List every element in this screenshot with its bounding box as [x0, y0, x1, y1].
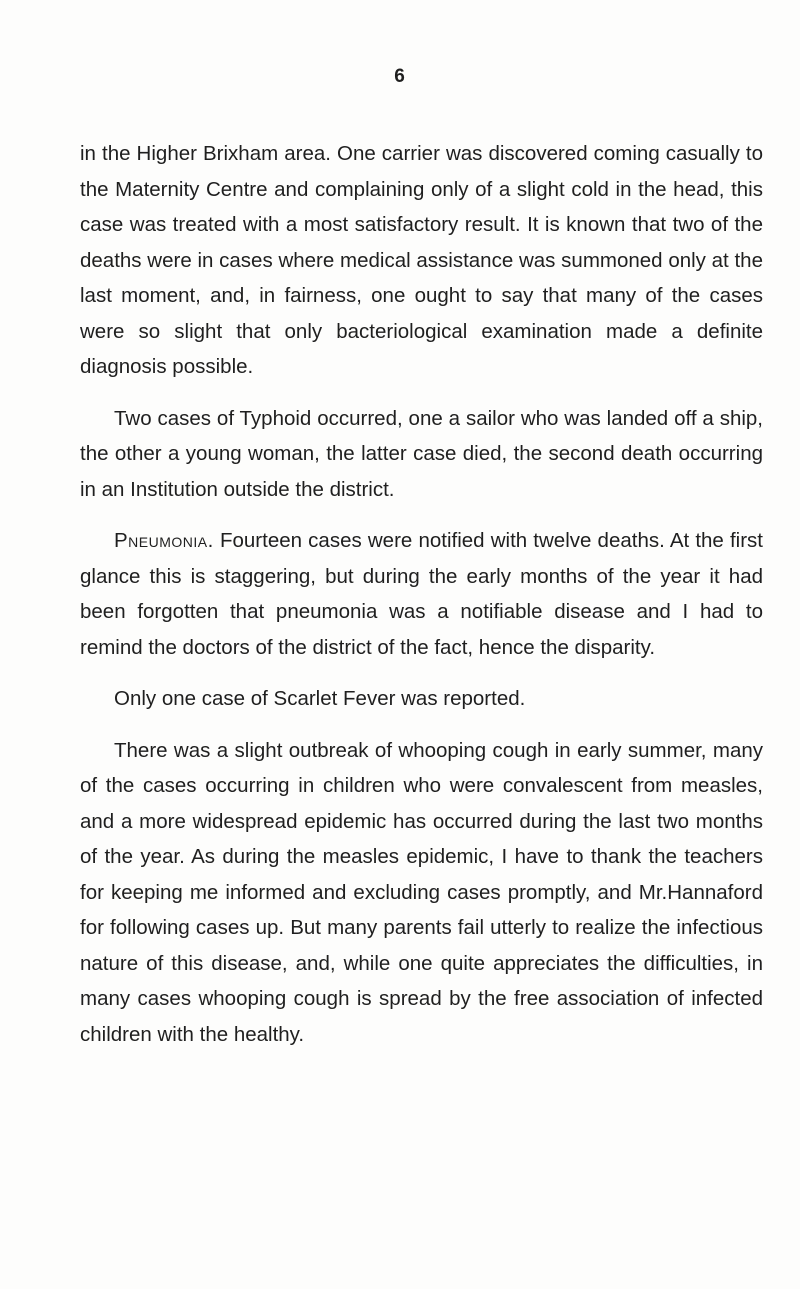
pneumonia-heading: Pneumonia. [114, 529, 214, 552]
page-number: 6 [394, 66, 406, 87]
paragraph-scarlet-fever: Only one case of Scarlet Fever was reported. [114, 687, 526, 710]
paragraph-pneumonia [80, 523, 763, 665]
pneumonia-text: Fourteen cases were notified with twelve deaths. At the first glance this is staggering, but during the early months of the year it had been forgotten that pneumonia was a notifiable disease and I had to remind the doctors of the district of the fact, hence the disparity. [80, 529, 764, 659]
body-text [80, 136, 763, 1068]
paragraph-whooping-cough: There was a slight outbreak of whooping cough in early summer, many of the cases occurring in children who were convalescent from measles, and a more widespread epidemic has occurred during the last two months of the year. As during the measles epidemic, I have to thank the teachers for keeping me informed and excluding cases promptly, and Mr.Hannaford for following cases up. But many parents fail utterly to realize the infectious nature of this disease, and, while one quite appreciates the difficulties, in many cases whooping cough is spread by the free association of infected children with the healthy. [80, 738, 763, 1046]
paragraph-typhoid: Two cases of Typhoid occurred, one a sailor who was landed off a ship, the other a young woman, the latter case died, the second death occurring in an Institution outside the district. [80, 406, 763, 501]
paragraph-diphtheria-continued: in the Higher Brixham area. One carrier was discovered coming casually to the Maternity Centre and complaining only of a slight cold in the head, this case was treated with a most satisfactory result. It is known that two of the deaths were in cases where medical assistance was summoned only at the last moment, and, in fairness, one ought to say that many of the cases were so slight that only bacteriological examination made a definite diagnosis possible. [80, 142, 763, 378]
